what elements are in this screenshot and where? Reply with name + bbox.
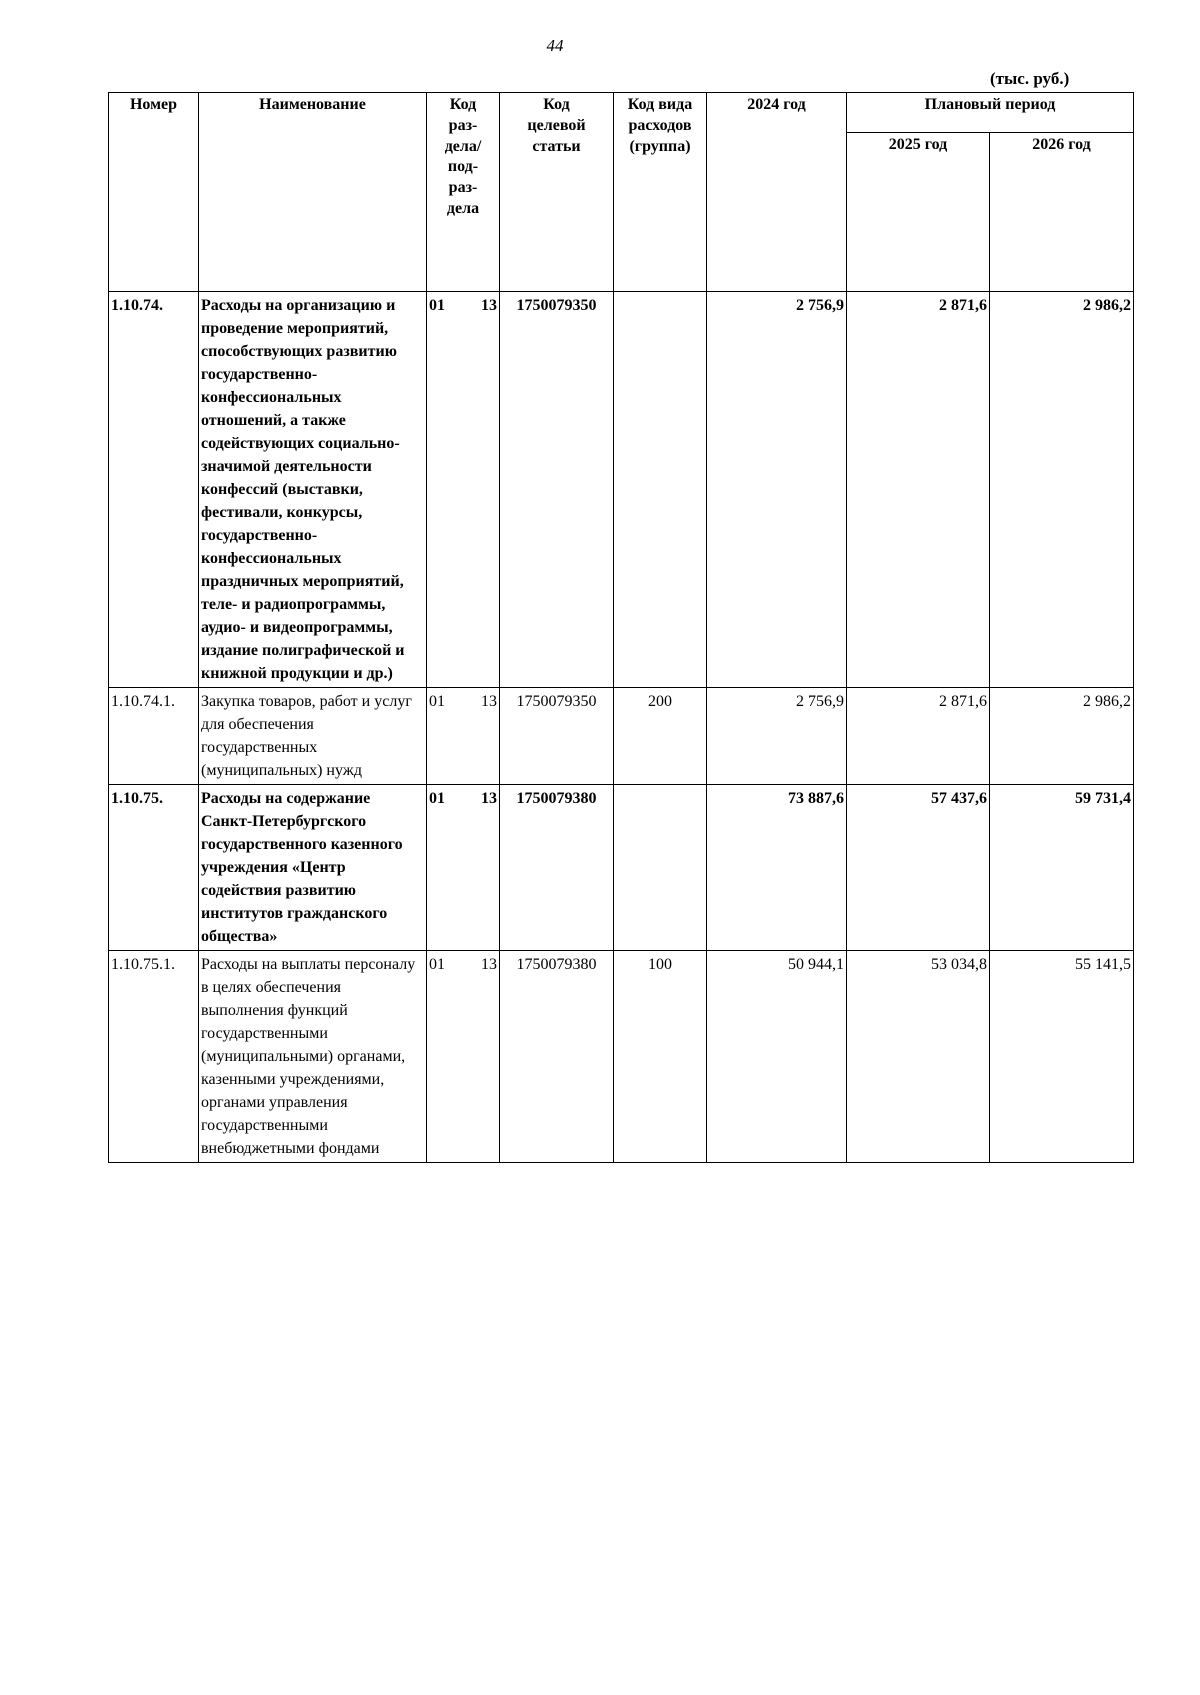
- row-section: 01: [429, 956, 445, 973]
- row-expense-type: [614, 292, 707, 688]
- row-2024: 2 756,9: [707, 292, 847, 688]
- row-number: 1.10.75.: [109, 785, 199, 951]
- row-section-code: [427, 951, 500, 1163]
- row-2026: 55 141,5: [990, 951, 1134, 1163]
- budget-table: [108, 92, 1134, 1163]
- row-section: 01: [429, 693, 445, 710]
- header-2026: 2026 год: [990, 132, 1134, 291]
- row-expense-type: [614, 785, 707, 951]
- row-2026: 2 986,2: [990, 688, 1134, 785]
- row-name: Расходы на выплаты персоналу в целях обеспечения выполнения функций государственными (муниципальными) органами, казенными учреждениями, органами управления государственными внебюджетными фондами: [199, 951, 427, 1163]
- row-2025: 2 871,6: [847, 688, 990, 785]
- row-target-code: 1750079380: [500, 785, 614, 951]
- row-section-code: [427, 785, 500, 951]
- table-row: [109, 292, 1134, 688]
- table-row: [109, 688, 1134, 785]
- row-2024: 2 756,9: [707, 688, 847, 785]
- table-row: [109, 951, 1134, 1163]
- header-section-code-text: Код раз-дела/ под-раз-дела: [444, 96, 482, 217]
- header-section-code: [427, 93, 500, 292]
- row-name: Расходы на организацию и проведение мероприятий, способствующих развитию государственно-конфессиональных отношений, а также содействующих социально-значимой деятельности конфессий (выставки, фестивали, конкурсы, государственно-конфессиональных праздничных мероприятий, теле- и радиопрограммы, аудио- и видеопрограммы, издание полиграфической и книжной продукции и др.): [199, 292, 427, 688]
- row-2025: 57 437,6: [847, 785, 990, 951]
- row-section: 01: [429, 790, 445, 807]
- header-target-code-text: Код целевой статьи: [527, 96, 586, 155]
- page-number: 44: [546, 36, 564, 55]
- table-row: [109, 785, 1134, 951]
- row-name: Закупка товаров, работ и услуг для обеспечения государственных (муниципальных) нужд: [199, 688, 427, 785]
- row-expense-type: 100: [614, 951, 707, 1163]
- header-number: Номер: [109, 93, 199, 292]
- header-target-code: [500, 93, 614, 292]
- row-section-code: [427, 292, 500, 688]
- row-number: 1.10.74.1.: [109, 688, 199, 785]
- header-2024: 2024 год: [707, 93, 847, 292]
- row-2026: 2 986,2: [990, 292, 1134, 688]
- row-2026: 59 731,4: [990, 785, 1134, 951]
- row-target-code: 1750079350: [500, 688, 614, 785]
- row-target-code: 1750079350: [500, 292, 614, 688]
- row-section-code: [427, 688, 500, 785]
- row-2025: 2 871,6: [847, 292, 990, 688]
- row-subsection: 13: [481, 693, 497, 710]
- row-subsection: 13: [481, 790, 497, 807]
- row-section: 01: [429, 297, 445, 314]
- header-expense-type-text: Код вида расходов (группа): [627, 96, 693, 155]
- header-2025: 2025 год: [847, 132, 990, 291]
- row-target-code: 1750079380: [500, 951, 614, 1163]
- row-number: 1.10.74.: [109, 292, 199, 688]
- row-2024: 73 887,6: [707, 785, 847, 951]
- header-planning-period: Плановый период: [847, 93, 1134, 133]
- header-name: Наименование: [199, 93, 427, 292]
- row-2024: 50 944,1: [707, 951, 847, 1163]
- row-number: 1.10.75.1.: [109, 951, 199, 1163]
- row-expense-type: 200: [614, 688, 707, 785]
- row-2025: 53 034,8: [847, 951, 990, 1163]
- row-subsection: 13: [481, 297, 497, 314]
- row-name: Расходы на содержание Санкт-Петербургского государственного казенного учреждения «Центр содействия развитию институтов гражданского общества»: [199, 785, 427, 951]
- units-label: (тыс. руб.): [990, 69, 1070, 88]
- row-subsection: 13: [481, 956, 497, 973]
- header-expense-type: [614, 93, 707, 292]
